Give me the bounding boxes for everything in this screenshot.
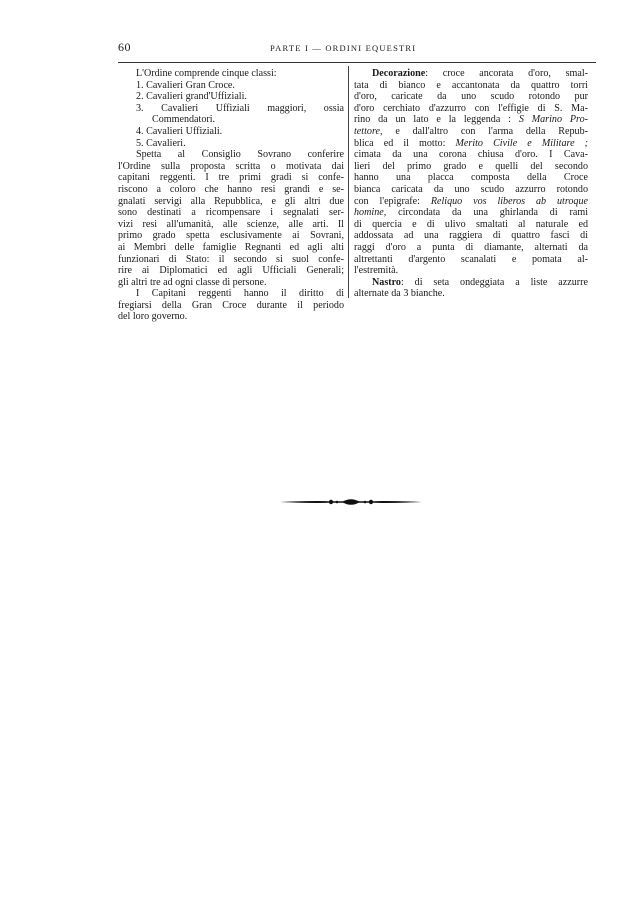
list-item: 2. Cavalieri grand'Uffiziali. [136, 91, 247, 103]
list-item: 1. Cavalieri Gran Croce. [136, 79, 235, 91]
right-column [354, 68, 588, 300]
epigraph-text: Reliquo vos liberos ab utroque [430, 195, 588, 207]
text-line: L'Ordine comprende cinque classi: [136, 68, 277, 79]
list-item: 3. Cavalieri Uffiziali maggiori, ossia [136, 102, 344, 114]
text-line: gli altri tre ad ogni classe di persone. [118, 276, 267, 288]
text-line: hanno una placca composta della Croce [354, 172, 588, 184]
text-line: ai Membri delle famiglie Regnanti ed agli alti [118, 241, 344, 253]
list-item-continuation: Commendatori. [152, 114, 216, 126]
text-line: d'oro cerchiato d'azzurro con l'effigie di S. Ma- [354, 102, 588, 114]
text-line: riscono a coloro che hanno resi grandi e se- [118, 183, 344, 195]
text-line: gnalati servigi alla Repubblica, e gli altri due [118, 195, 344, 207]
running-head: PARTE I — ORDINI EQUESTRI [270, 43, 417, 53]
text-line: homine, circondata da una ghirlanda di rami [354, 207, 588, 219]
text-line: l'Ordine sulla proposta scritta o motivata dai [118, 160, 344, 172]
text-line: raggi d'oro a punta di diamante, alternati da [354, 241, 588, 253]
header-rule [118, 62, 596, 63]
text-line: Decorazione: croce ancorata d'oro, smal- [372, 68, 588, 79]
text-line: tata di bianco e accantonata da quattro torri [354, 79, 588, 91]
text-line: fregiarsi della Gran Croce durante il periodo [118, 299, 344, 311]
text-line: addossata ad una raggiera di quattro fasci di [354, 230, 588, 242]
nastro-label: Nastro [372, 276, 401, 288]
text-line: Nastro: di seta ondeggiata a liste azzurre [372, 276, 588, 288]
text-line: altrettanti d'argento scanalati e pomata al- [354, 253, 588, 265]
text-line: funzionari di Stato: il secondo si suol confe- [118, 253, 344, 265]
text-line: vizi resi all'umanità, alle scienze, alle arti. Il [118, 218, 344, 230]
text-line: lieri del primo grado e quelli del secondo [354, 160, 588, 172]
text-line: l'estremità. [354, 265, 399, 277]
text-line: blica ed il motto: Merito Civile e Militare ; [354, 137, 588, 149]
text-line: I Capitani reggenti hanno il diritto di [136, 288, 344, 300]
text-line: di quercia e di ulivo smaltati al naturale ed [354, 218, 588, 230]
page-number: 60 [118, 40, 131, 54]
list-item: 4. Cavalieri Uffiziali. [136, 125, 223, 137]
text-line: bianca caricata da uno scudo azzurro rotondo [354, 183, 588, 195]
motto-text: Merito Civile e Militare ; [455, 137, 588, 149]
text-line: Spetta al Consiglio Sovrano conferire [136, 149, 344, 161]
text-line: rire ai Diplomatici ed agli Ufficiali Generali; [118, 265, 344, 277]
text-line: con l'epigrafe: Reliquo vos liberos ab utroque [354, 195, 588, 207]
text-line: rino da un lato e la leggenda : S Marino Pro- [354, 114, 588, 126]
end-ornament [278, 493, 424, 511]
legend-text: S Marino Pro- [518, 114, 588, 126]
text-line: alternate da 3 bianche. [354, 288, 445, 300]
list-item: 5. Cavalieri. [136, 137, 186, 149]
text-line: sono destinati a ricompensare i segnalati ser- [118, 207, 344, 219]
column-divider [348, 66, 349, 298]
decorazione-label: Decorazione [372, 68, 426, 79]
text-line: capitani reggenti. I tre primi gradi si confe- [118, 172, 344, 184]
text-line: primo grado spetta esclusivamente ai Sovrani, [118, 230, 344, 242]
text-line: tettore, e dall'altro con l'arma della Repub- [354, 125, 588, 137]
text-line: cimata da una corona chiusa d'oro. I Cava- [354, 149, 588, 161]
text-line: del loro governo. [118, 311, 188, 323]
text-line: d'oro, caricate da uno scudo rotondo pur [354, 91, 588, 103]
left-column [118, 68, 344, 323]
